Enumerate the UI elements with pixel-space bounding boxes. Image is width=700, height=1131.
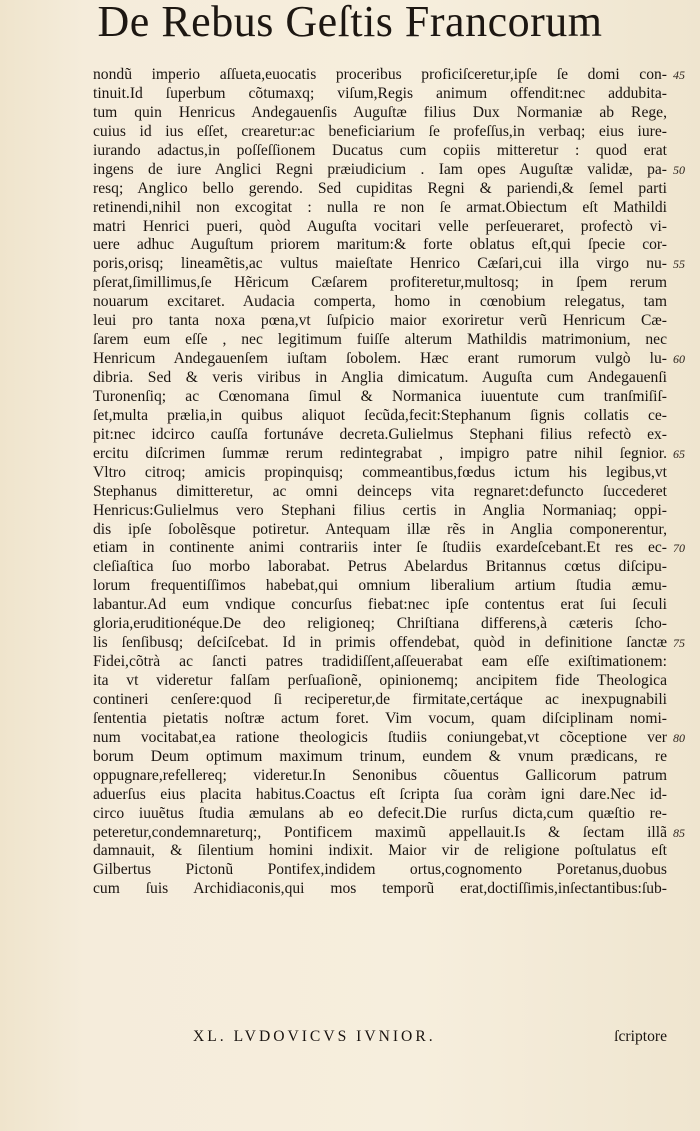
text-line bbox=[93, 464, 667, 483]
text-line bbox=[93, 388, 667, 407]
line-number: 85 bbox=[673, 825, 685, 840]
page-footer bbox=[93, 1028, 667, 1048]
text-line bbox=[93, 180, 667, 199]
text-line bbox=[93, 558, 667, 577]
line-number: 65 bbox=[673, 446, 685, 461]
line-text: ita vt videretur falſam perſuaſionẽ, opinionemq; ancipitem fide Theologica bbox=[93, 672, 667, 689]
text-line bbox=[93, 596, 667, 615]
line-text: nondũ imperio aſſueta,euocatis proceribus proficiſceretur,ipſe ſe domi con- bbox=[93, 66, 667, 83]
line-text: borum Deum optimum maximum trinum, eundem & vnum prædicans, re bbox=[93, 747, 667, 765]
line-text: cum ſuis Archidiaconis,qui mos temporũ erat,doctiſſimis,inſectantibus:ſub- bbox=[93, 880, 667, 898]
text-line bbox=[93, 805, 667, 824]
line-text: Fidei,cõtrà ac ſancti patres tradidiſſent,aſſeuerabat eam eſſe exiſtimationem: bbox=[93, 653, 667, 671]
line-text: uere adhuc Auguſtum priorem maritum:& forte oblatus eſt,qui ſpecie cor- bbox=[93, 236, 667, 254]
line-number: 55 bbox=[673, 257, 685, 272]
line-text: peteretur,condemnareturq;, Pontificem maximũ appellauit.Is & ſectam illã bbox=[93, 823, 667, 841]
footer-chapter-title: XL. LVDOVICVS IVNIOR. bbox=[193, 1028, 436, 1045]
line-text: resq; Anglico bello gerendo. Sed cupiditas Regni & pariendi,& ſemel parti bbox=[93, 179, 667, 197]
line-text: Stephanus dimitteretur, ac omni deinceps vita regnaret:defuncto ſuccederet bbox=[93, 482, 667, 500]
line-text: Turonenſiq; ac Cœnomana ſimul & Normanica iuuentute cum tranſmiſiſ- bbox=[93, 387, 667, 405]
line-text: tinuit.Id ſuperbum cõtumaxq; viſum,Regis animum offendit:nec addubita- bbox=[93, 84, 667, 102]
line-text: num vocitabat,ea ratione theologicis ſtudiis coniungebat,vt cõceptione ver bbox=[93, 728, 667, 746]
line-text: contineri cenſere:quod ſi reciperetur,de firmitate,certáque ac inexpugnabili bbox=[93, 690, 667, 708]
line-text: circo iuuẽtus ſtudia æmulans ab eo defecit.Die rurſus dicta,cum quæſtio re- bbox=[93, 804, 667, 822]
line-text: poris,orisq; lineamẽtis,ac vultus maieſtate Henrico Cæſari,cui illa virgo nu- bbox=[93, 255, 667, 273]
line-text: Henricum Andegauenſem iuſtam ſobolem. Hæc erant rumorum vulgò lu- bbox=[93, 350, 667, 368]
line-text: oppugnare,refellereq; videretur.In Senonibus cõuentus Gallicorum patrum bbox=[93, 766, 667, 784]
catchword: ſcriptore bbox=[614, 1028, 667, 1045]
line-text: matri Henrici pueri, quòd Auguſta vocitari velle perſeueraret, profectò vi- bbox=[93, 217, 667, 235]
line-text: ingens de iure Anglici Regni præiudicium . Iam opes Auguſtæ validæ, pa- bbox=[93, 160, 667, 178]
line-text: labantur.Ad eum vndique concurſus fiebat:nec ipſe contentus erat ſui ſeculi bbox=[93, 596, 667, 614]
text-line bbox=[93, 539, 685, 558]
line-number: 70 bbox=[673, 541, 685, 556]
text-line bbox=[93, 123, 667, 142]
text-line bbox=[93, 255, 685, 274]
text-line bbox=[93, 160, 685, 180]
line-text: dis ipſe ſobolẽsque potiretur. Antequam illæ rẽs in Anglia componerentur, bbox=[93, 520, 667, 538]
text-line bbox=[93, 842, 667, 861]
text-line bbox=[93, 823, 685, 843]
line-text: iurando adactus,in poſſeſſionem Ducatus cum copiis mitteretur : quod erat bbox=[93, 141, 667, 159]
text-line bbox=[93, 85, 667, 104]
line-number: 50 bbox=[673, 162, 685, 177]
line-text: ſententia pietatis noſtræ actum foret. Vim vocum, quam diſciplinam nomi- bbox=[93, 709, 667, 727]
text-line bbox=[93, 293, 667, 312]
text-line bbox=[93, 502, 667, 521]
text-line bbox=[93, 142, 667, 161]
text-line bbox=[93, 218, 667, 237]
text-line bbox=[93, 521, 667, 540]
text-line bbox=[93, 369, 667, 388]
text-line bbox=[93, 444, 685, 464]
text-line bbox=[93, 236, 667, 255]
text-line bbox=[93, 728, 685, 748]
text-line bbox=[93, 331, 667, 350]
line-text: ſet,multa prælia,in quibus aliquot ſecũda,fecit:Stephanum ſignis collatis ce- bbox=[93, 406, 667, 424]
text-line bbox=[93, 767, 667, 786]
line-number: 80 bbox=[673, 730, 685, 745]
text-line bbox=[93, 653, 667, 672]
text-line bbox=[93, 274, 667, 293]
text-line bbox=[93, 880, 667, 899]
text-line bbox=[93, 312, 667, 331]
text-line bbox=[93, 691, 667, 710]
text-line bbox=[93, 634, 685, 653]
line-text: pſerat,ſimillimus,ſe Hẽricum Cæſarem profiteretur,multosq; in ſpem rerum bbox=[93, 274, 667, 292]
line-number: 60 bbox=[673, 352, 685, 367]
line-text: nouarum excitaret. Audacia comperta, homo in cœnobium relegatus, tam bbox=[93, 293, 667, 311]
line-text: cuius id ius eſſet, crearetur:ac beneficiarium ſe profeſſus,in verbaq; eius iure- bbox=[93, 122, 667, 140]
line-text: ſarem eum eſſe , nec legitimum fuiſſe alterum Mathildis matrimonium, nec bbox=[93, 331, 667, 349]
text-line bbox=[93, 483, 667, 502]
text-line bbox=[93, 199, 667, 218]
line-text: cleſiaſtica ſuo morbo laborabat. Petrus Abelardus Britannus cœtus diſcipu- bbox=[93, 558, 667, 576]
line-text: Henricus:Gulielmus vero Stephani filius certis in Anglia Normaniaq; oppi- bbox=[93, 501, 667, 519]
line-text: etiam in continente animi contrariis inter ſe ſtudiis exardeſcebant.Et res ec- bbox=[93, 539, 667, 557]
text-line bbox=[93, 748, 667, 767]
line-text: lis ſenſibusq; deſciſcebat. Id in primis offendebat, quòd in definitione ſanctæ bbox=[93, 634, 667, 652]
text-line bbox=[93, 615, 667, 634]
line-number: 75 bbox=[673, 636, 685, 651]
line-text: damnauit, & ſilentium homini indixit. Maior vir de religione poſtulatus eſt bbox=[93, 842, 667, 860]
line-text: Gilbertus Pictonũ Pontifex,indidem ortus,cognomento Poretanus,duobus bbox=[93, 861, 667, 879]
line-text: Vltro citroq; amicis propinquisq; commeantibus,fœdus ictum his legibus,vt bbox=[93, 463, 667, 481]
text-line bbox=[93, 577, 667, 596]
text-line bbox=[93, 672, 667, 691]
line-text: leui pro tanta noxa pœna,vt ſuſpicio maior exoriretur verũ Henricum Cæ- bbox=[93, 312, 667, 330]
running-head: De Rebus Geſtis Francorum bbox=[97, 0, 603, 46]
body-text bbox=[93, 66, 683, 899]
text-line bbox=[93, 710, 667, 729]
line-text: aduerſus eius placita habitus.Coactus eſt ſcripta ſua coràm igni dare.Nec id- bbox=[93, 785, 667, 803]
line-text: retinendi,nihil non excogitat : nulla re non ſe armat.Obiectum eſt Mathildi bbox=[93, 198, 667, 216]
text-line bbox=[93, 426, 667, 445]
line-number: 45 bbox=[673, 68, 685, 82]
line-text: gloria,eruditionéque.De deo religioneq; Chriſtiana differens,à cæteris ſcho- bbox=[93, 615, 667, 633]
line-text: lorum frequentiſſimos habebat,qui omnium liberalium artium ſtudia æmu- bbox=[93, 577, 667, 595]
text-line bbox=[93, 786, 667, 805]
text-line bbox=[93, 861, 667, 880]
line-text: pit:nec idcirco cauſſa fortunáve decreta.Gulielmus Stephani filius refectò ex- bbox=[93, 425, 667, 443]
line-text: ercitu diſcrimen ſummæ rerum redintegrabat , impigro patre nihil ſegnior. bbox=[93, 444, 667, 462]
text-line bbox=[93, 66, 685, 85]
text-line bbox=[93, 350, 685, 369]
text-line bbox=[93, 407, 667, 426]
line-text: dibria. Sed & veris viribus in Anglia dimicatum. Auguſta cum Andegauenſi bbox=[93, 369, 667, 386]
line-text: tum quin Henricus Andegauenſis Auguſtæ filius Dux Normaniæ ab Rege, bbox=[93, 103, 667, 121]
text-line bbox=[93, 104, 667, 123]
